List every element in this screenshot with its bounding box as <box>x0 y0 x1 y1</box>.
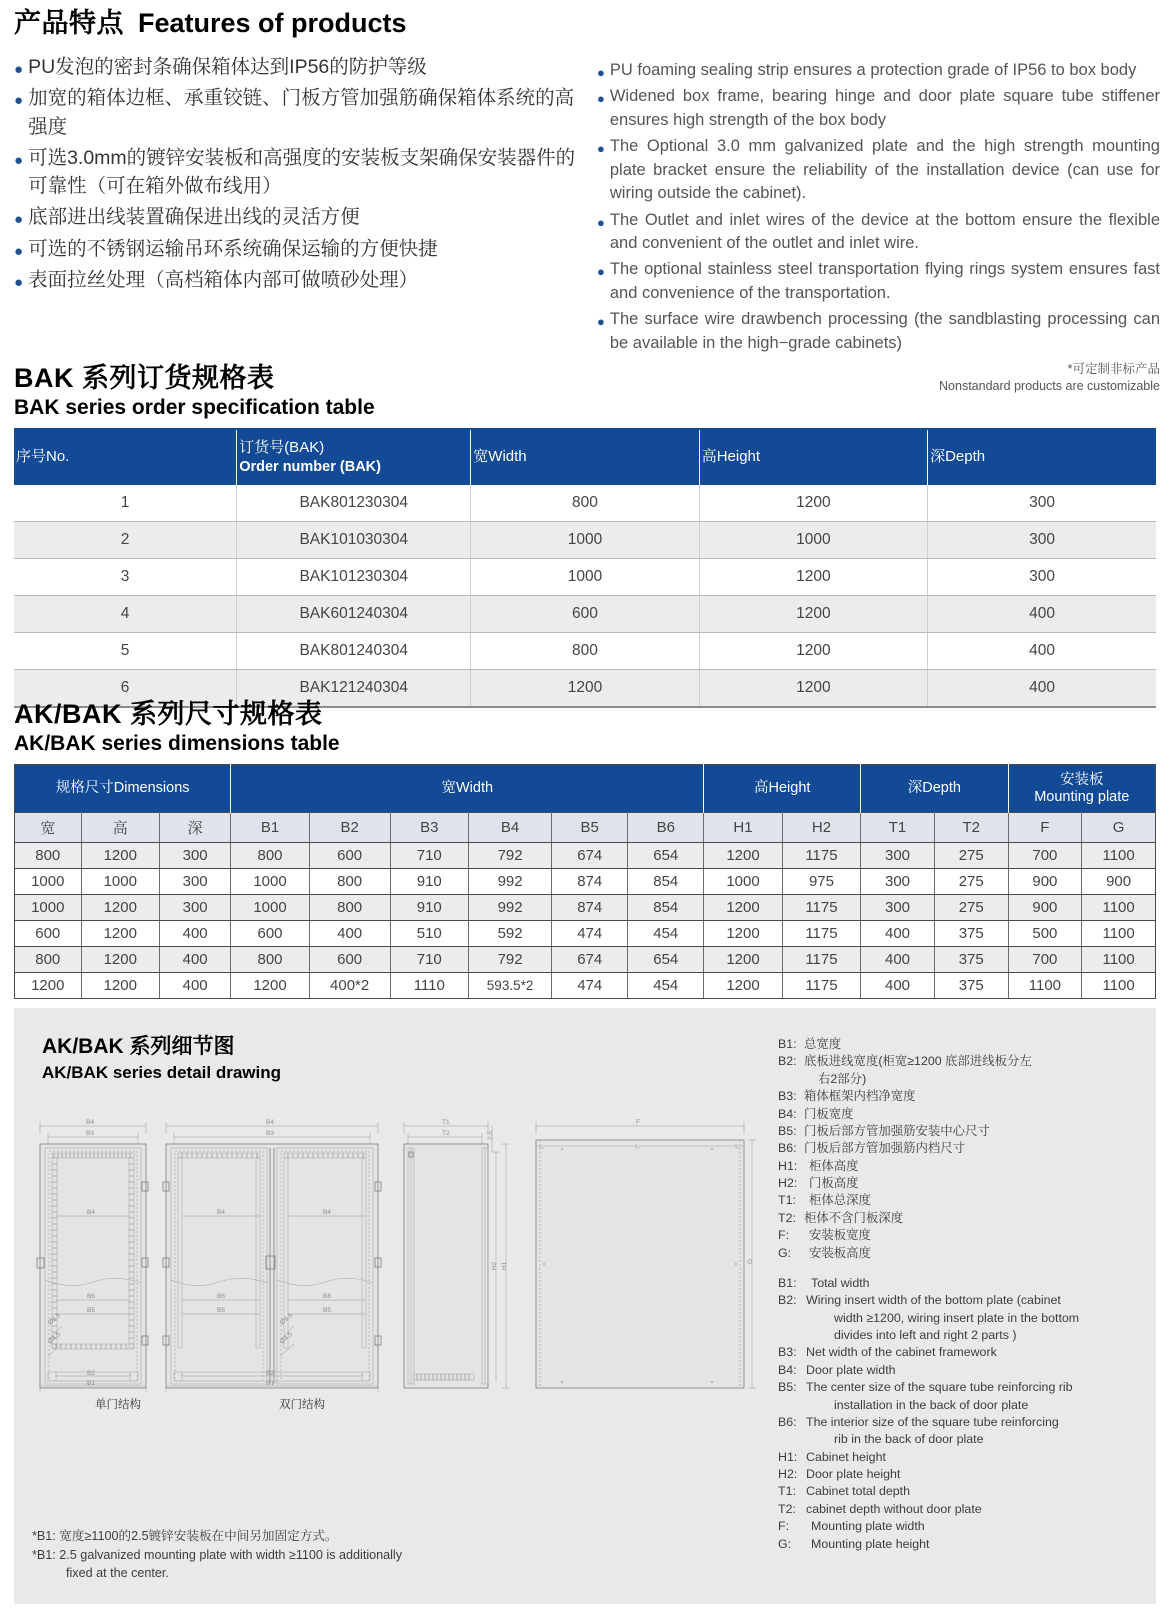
bullet-icon: ● <box>597 264 605 280</box>
svg-text:2.5: 2.5 <box>487 1130 494 1140</box>
feature-item <box>597 258 1160 305</box>
subcol-depth-cn: 深 <box>159 813 230 843</box>
legend-item: B4: Door plate width <box>778 1362 896 1377</box>
order-table-body <box>14 485 1156 707</box>
svg-text:Ø4.5: Ø4.5 <box>46 1331 63 1346</box>
cell-dim: 1100 <box>1008 973 1082 999</box>
cell-dim: 500 <box>1008 921 1082 947</box>
svg-text:Ø9.5: Ø9.5 <box>278 1312 295 1327</box>
cell-dim: 300 <box>861 895 935 921</box>
table-row <box>14 558 1156 595</box>
cell-dim: 910 <box>390 895 468 921</box>
footnote-en-line2: fixed at the center. <box>66 1565 169 1580</box>
cell-dim: 1100 <box>1082 921 1156 947</box>
legend-item-cont: divides into left and right 2 parts ) <box>834 1328 1017 1342</box>
svg-text:G: G <box>747 1258 754 1264</box>
cell-dim: 1200 <box>704 973 782 999</box>
cell-dim: 375 <box>934 973 1008 999</box>
bullet-icon: ● <box>597 141 605 157</box>
cell-dim: 854 <box>628 895 704 921</box>
feature-text-en: PU foaming sealing strip ensures a protection grade of IP56 to box body <box>609 61 1137 79</box>
cell-dim: 400 <box>309 921 390 947</box>
cell-depth: 400 <box>928 669 1156 707</box>
subcol-f: F <box>1008 813 1082 843</box>
svg-text:B2: B2 <box>87 1370 95 1377</box>
detail-drawing-heading <box>42 1030 281 1083</box>
legend-item: B6: The interior size of the square tube reinforcing <box>778 1414 1059 1429</box>
cell-order-number: BAK121240304 <box>237 669 471 707</box>
feature-text-en: The Optional 3.0 mm galvanized plate and the high strength mounting plate bracket ensure the reliability of the installation device (can use for wiring outside the cabinet). <box>609 137 1160 203</box>
legend-item: B1: Total width <box>778 1275 870 1290</box>
cell-dim: 600 <box>309 947 390 973</box>
subcol-b2: B2 <box>309 813 390 843</box>
cell-dim: 1200 <box>15 973 82 999</box>
caption-double-door: 双门结构 <box>279 1399 325 1411</box>
cell-dim: 1100 <box>1082 895 1156 921</box>
legend-item: H1: Cabinet height <box>778 1449 886 1464</box>
col-header-height: 高Height <box>699 429 927 485</box>
dims-title-en: AK/BAK series dimensions table <box>14 731 340 755</box>
order-spec-table <box>14 428 1156 708</box>
cell-dim: 800 <box>309 895 390 921</box>
cell-dim: 900 <box>1008 869 1082 895</box>
cell-dim: 474 <box>552 973 628 999</box>
cell-dim: 1000 <box>15 869 82 895</box>
subcol-width-cn: 宽 <box>15 813 82 843</box>
legend-item: T1: Cabinet total depth <box>778 1484 911 1499</box>
feature-item <box>597 209 1160 256</box>
subcol-b1: B1 <box>231 813 309 843</box>
feature-item <box>597 135 1160 205</box>
feature-item <box>14 203 577 231</box>
cell-dim: 400*2 <box>309 973 390 999</box>
legend-spacer <box>778 1262 1144 1275</box>
svg-text:T2: T2 <box>442 1130 450 1137</box>
legend-item-cont: installation in the back of door plate <box>834 1397 1029 1412</box>
group-header-height: 高Height <box>704 764 861 812</box>
legend-item-cont: 右2部分) <box>818 1071 867 1086</box>
feature-item <box>14 266 577 294</box>
dims-table-head <box>15 764 1156 842</box>
cell-dim: 300 <box>861 843 935 869</box>
bullet-icon: ● <box>14 273 24 291</box>
table-row <box>15 921 1156 947</box>
bullet-icon: ● <box>597 314 605 330</box>
cell-dim: 1200 <box>704 921 782 947</box>
svg-text:Ø4.5: Ø4.5 <box>278 1331 295 1346</box>
svg-text:B5: B5 <box>217 1307 225 1314</box>
drawing-side-view <box>404 1119 510 1388</box>
cell-width: 1000 <box>471 558 699 595</box>
cell-dim: 300 <box>159 869 230 895</box>
cell-no: 5 <box>14 632 237 669</box>
cell-height: 1200 <box>699 558 927 595</box>
cell-dim: 1200 <box>81 947 159 973</box>
subcol-height-cn: 高 <box>81 813 159 843</box>
legend-item: B6: 门板后部方管加强筋内档尺寸 <box>778 1141 966 1156</box>
feature-text-en: The Outlet and inlet wires of the device at the bottom ensure the flexible and convenient of the outlet and inlet wire. <box>609 210 1160 252</box>
svg-text:T1: T1 <box>442 1119 450 1126</box>
cell-dim: 1175 <box>782 895 860 921</box>
svg-text:B4: B4 <box>266 1119 274 1126</box>
legend-item: B5: The center size of the square tube reinforcing rib <box>778 1380 1073 1395</box>
feature-item <box>14 53 577 81</box>
cell-dim: 674 <box>552 843 628 869</box>
cell-no: 2 <box>14 521 237 558</box>
cell-dim: 400 <box>159 973 230 999</box>
cell-dim: 1175 <box>782 973 860 999</box>
svg-text:H2: H2 <box>491 1261 498 1270</box>
legend-item: H2: 门板高度 <box>778 1176 859 1190</box>
table-row <box>15 843 1156 869</box>
feature-item <box>14 144 577 201</box>
subcol-b4: B4 <box>468 813 551 843</box>
cell-dim: 1175 <box>782 921 860 947</box>
svg-text:B6: B6 <box>217 1293 225 1300</box>
cell-dim: 700 <box>1008 843 1082 869</box>
cell-dim: 454 <box>628 973 704 999</box>
svg-text:B4: B4 <box>217 1209 225 1216</box>
cell-dim: 600 <box>231 921 309 947</box>
cell-dim: 400 <box>159 947 230 973</box>
cell-width: 1000 <box>471 521 699 558</box>
cell-dim: 792 <box>468 947 551 973</box>
cell-order-number: BAK101230304 <box>237 558 471 595</box>
nonstandard-note-cn: *可定制非标产品 <box>1067 362 1160 377</box>
cell-dim: 275 <box>934 895 1008 921</box>
cell-dim: 800 <box>15 947 82 973</box>
cell-dim: 1100 <box>1082 843 1156 869</box>
drawing-double-door <box>163 1119 381 1392</box>
cell-height: 1200 <box>699 485 927 522</box>
col-header-width: 宽Width <box>471 429 699 485</box>
cell-order-number: BAK601240304 <box>237 595 471 632</box>
drawing-single-door <box>37 1119 148 1392</box>
legend-item: B1: 总宽度 <box>778 1037 842 1051</box>
legend-item-cont: rib in the back of door plate <box>834 1432 984 1447</box>
cell-dim: 1200 <box>81 895 159 921</box>
col-header-depth: 深Depth <box>928 429 1156 485</box>
subcol-t1: T1 <box>861 813 935 843</box>
svg-text:Ø9.5: Ø9.5 <box>46 1312 63 1327</box>
cell-dim: 654 <box>628 843 704 869</box>
table-subheader-row <box>15 813 1156 843</box>
cabinet-technical-drawings <box>22 1104 762 1414</box>
cell-depth: 300 <box>928 521 1156 558</box>
legend-item: G: Mounting plate height <box>778 1536 930 1551</box>
table-row <box>14 521 1156 558</box>
cell-dim: 1000 <box>81 869 159 895</box>
feature-item <box>14 235 577 263</box>
legend-item: H2: Door plate height <box>778 1467 901 1481</box>
dims-title-cn: AK/BAK 系列尺寸规格表 <box>14 699 323 729</box>
cell-dim: 510 <box>390 921 468 947</box>
table-row <box>14 485 1156 522</box>
feature-item <box>597 85 1160 132</box>
cell-dim: 654 <box>628 947 704 973</box>
subcol-b6: B6 <box>628 813 704 843</box>
legend-item: B4: 门板宽度 <box>778 1106 854 1121</box>
cell-height: 1200 <box>699 595 927 632</box>
svg-text:B4: B4 <box>87 1209 95 1216</box>
features-list-en <box>597 53 1160 395</box>
cell-dim: 375 <box>934 921 1008 947</box>
detail-drawing-panel <box>14 1008 1156 1604</box>
cell-dim: 900 <box>1008 895 1082 921</box>
cell-dim: 792 <box>468 843 551 869</box>
svg-text:H1: H1 <box>501 1261 508 1270</box>
feature-text-cn: 可选3.0mm的镀锌安装板和高强度的安装板支架确保安装器件的可靠性（可在箱外做布线用） <box>28 146 576 198</box>
features-section <box>14 8 1160 395</box>
bullet-icon: ● <box>14 242 24 260</box>
cell-order-number: BAK101030304 <box>237 521 471 558</box>
detail-title-en: AK/BAK series detail drawing <box>42 1063 282 1082</box>
dimensions-section <box>14 700 1156 999</box>
features-title-cn: 产品特点 <box>14 8 124 38</box>
cell-dim: 454 <box>628 921 704 947</box>
svg-text:B5: B5 <box>323 1307 331 1314</box>
cell-dim: 1100 <box>1082 947 1156 973</box>
feature-text-cn: 表面拉丝处理（高档箱体内部可做喷砂处理） <box>28 268 419 291</box>
legend-item: F: Mounting plate width <box>778 1519 925 1534</box>
legend-item: G: 安装板高度 <box>778 1245 871 1260</box>
cell-dim: 1200 <box>704 947 782 973</box>
cell-dim: 854 <box>628 869 704 895</box>
cell-dim: 600 <box>15 921 82 947</box>
dimension-legend <box>778 1036 1144 1553</box>
cell-dim: 300 <box>861 869 935 895</box>
subcol-h2: H2 <box>782 813 860 843</box>
table-row <box>14 595 1156 632</box>
dimensions-table <box>14 764 1156 999</box>
feature-text-en: Widened box frame, bearing hinge and door plate square tube stiffener ensures high strength of the box body <box>609 87 1160 129</box>
legend-item-cont: width ≥1200, wiring insert plate in the bottom <box>834 1310 1080 1325</box>
group-header-mounting-plate: 安装板 Mounting plate <box>1008 764 1155 812</box>
svg-text:B4: B4 <box>86 1119 94 1126</box>
cell-dim: 400 <box>861 947 935 973</box>
bullet-icon: ● <box>597 91 605 107</box>
cell-dim: 300 <box>159 843 230 869</box>
cell-dim: 800 <box>231 843 309 869</box>
cell-dim: 1200 <box>704 843 782 869</box>
detail-title-cn: AK/BAK 系列细节图 <box>42 1035 235 1058</box>
group-header-width: 宽Width <box>231 764 704 812</box>
cell-dim: 1200 <box>231 973 309 999</box>
cell-no: 4 <box>14 595 237 632</box>
cell-dim: 1000 <box>15 895 82 921</box>
cell-no: 1 <box>14 485 237 522</box>
feature-text-en: The optional stainless steel transportation flying rings system ensures fast and convenience of the transportation. <box>609 260 1160 302</box>
svg-text:B1: B1 <box>266 1380 274 1387</box>
table-header-row <box>14 429 1156 485</box>
subcol-t2: T2 <box>934 813 1008 843</box>
bullet-icon: ● <box>597 214 605 230</box>
feature-item <box>597 308 1160 355</box>
subcol-h1: H1 <box>704 813 782 843</box>
svg-text:B2: B2 <box>266 1370 274 1377</box>
cell-dim: 300 <box>159 895 230 921</box>
cell-dim: 1175 <box>782 947 860 973</box>
cell-dim: 900 <box>1082 869 1156 895</box>
table-row <box>14 632 1156 669</box>
feature-text-en: The surface wire drawbench processing (the sandblasting processing can be available in the high−grade cabinets) <box>609 310 1160 352</box>
cell-dim: 800 <box>309 869 390 895</box>
cell-dim: 1000 <box>704 869 782 895</box>
cell-dim: 600 <box>309 843 390 869</box>
order-title-en: BAK series order specification table <box>14 395 375 419</box>
cell-dim: 800 <box>15 843 82 869</box>
caption-single-door: 单门结构 <box>95 1399 141 1411</box>
subcol-b5: B5 <box>552 813 628 843</box>
legend-en <box>778 1275 1144 1552</box>
svg-text:B3: B3 <box>266 1130 274 1137</box>
legend-item: B5: 门板后部方管加强筋安装中心尺寸 <box>778 1123 990 1138</box>
cell-dim: 1000 <box>231 895 309 921</box>
cell-dim: 593.5*2 <box>468 973 551 999</box>
svg-text:F: F <box>636 1119 640 1126</box>
drawing-mounting-plate <box>536 1119 756 1388</box>
feature-text-cn: 加宽的箱体边框、承重铰链、门板方管加强筋确保箱体系统的高强度 <box>28 87 575 138</box>
cell-dim: 710 <box>390 947 468 973</box>
nonstandard-note-en: Nonstandard products are customizable <box>939 378 1160 393</box>
cell-depth: 300 <box>928 558 1156 595</box>
cell-height: 1000 <box>699 521 927 558</box>
table-row <box>15 947 1156 973</box>
svg-text:B6: B6 <box>323 1293 331 1300</box>
cell-width: 800 <box>471 632 699 669</box>
bullet-icon: ● <box>14 61 24 78</box>
legend-item: B3: 箱体框架内档净宽度 <box>778 1089 916 1104</box>
cell-no: 3 <box>14 558 237 595</box>
legend-item: H1: 柜体高度 <box>778 1158 859 1173</box>
cell-dim: 275 <box>934 843 1008 869</box>
legend-item: B2: 底板进线宽度(柜宽≥1200 底部进线板分左 <box>778 1054 1032 1069</box>
cell-dim: 400 <box>861 973 935 999</box>
cell-dim: 1200 <box>81 973 159 999</box>
group-header-depth: 深Depth <box>861 764 1008 812</box>
cell-dim: 400 <box>159 921 230 947</box>
svg-text:B1: B1 <box>87 1380 95 1387</box>
bullet-icon: ● <box>14 151 24 169</box>
svg-text:B5: B5 <box>87 1307 95 1314</box>
svg-text:B6: B6 <box>87 1293 95 1300</box>
cell-dim: 910 <box>390 869 468 895</box>
cell-depth: 400 <box>928 595 1156 632</box>
cell-dim: 1110 <box>390 973 468 999</box>
feature-item <box>14 84 577 141</box>
legend-item: B2: Wiring insert width of the bottom plate (cabinet <box>778 1293 1061 1308</box>
legend-item: F: 安装板宽度 <box>778 1228 871 1243</box>
cell-dim: 474 <box>552 921 628 947</box>
feature-text-cn: PU发泡的密封条确保箱体达到IP56的防护等级 <box>28 56 427 78</box>
subcol-g: G <box>1082 813 1156 843</box>
svg-text:B4: B4 <box>323 1209 331 1216</box>
bullet-icon: ● <box>14 92 24 110</box>
cell-no: 6 <box>14 669 237 707</box>
cell-width: 1200 <box>471 669 699 707</box>
mounting-plate-footnote <box>32 1527 502 1582</box>
table-row <box>15 895 1156 921</box>
cell-dim: 975 <box>782 869 860 895</box>
features-title-en: Features of products <box>138 8 407 38</box>
cell-dim: 700 <box>1008 947 1082 973</box>
cell-width: 800 <box>471 485 699 522</box>
features-list-cn <box>14 53 577 395</box>
order-spec-section <box>14 364 1156 708</box>
cell-dim: 1100 <box>1082 973 1156 999</box>
bullet-icon: ● <box>14 211 24 229</box>
dims-table-body <box>15 843 1156 999</box>
legend-item: T2: 柜体不含门板深度 <box>778 1210 904 1225</box>
col-header-order-number: 订货号(BAK) Order number (BAK) <box>237 429 471 485</box>
subcol-b3: B3 <box>390 813 468 843</box>
cell-order-number: BAK801240304 <box>237 632 471 669</box>
table-group-header-row <box>15 764 1156 812</box>
cell-dim: 1175 <box>782 843 860 869</box>
cell-height: 1200 <box>699 669 927 707</box>
features-heading <box>14 8 1160 39</box>
cell-height: 1200 <box>699 632 927 669</box>
cell-dim: 1200 <box>704 895 782 921</box>
legend-item: T2: cabinet depth without door plate <box>778 1501 982 1516</box>
cell-dim: 992 <box>468 869 551 895</box>
legend-item: T1: 柜体总深度 <box>778 1193 871 1208</box>
cell-dim: 674 <box>552 947 628 973</box>
cell-depth: 300 <box>928 485 1156 522</box>
cell-dim: 1000 <box>231 869 309 895</box>
cell-dim: 800 <box>231 947 309 973</box>
cell-dim: 275 <box>934 869 1008 895</box>
col-header-no: 序号No. <box>14 429 237 485</box>
feature-text-cn: 可选的不锈钢运输吊环系统确保运输的方便快捷 <box>28 237 438 260</box>
cell-depth: 400 <box>928 632 1156 669</box>
cell-dim: 375 <box>934 947 1008 973</box>
bullet-icon: ● <box>597 65 605 80</box>
footnote-en-line1: *B1: 2.5 galvanized mounting plate with width ≥1100 is additionally <box>32 1547 403 1562</box>
cell-dim: 1200 <box>81 843 159 869</box>
cell-dim: 874 <box>552 895 628 921</box>
feature-text-cn: 底部进出线装置确保进出线的灵活方便 <box>28 206 360 229</box>
footnote-cn: *B1: 宽度≥1100的2.5镀锌安装板在中间另加固定方式。 <box>32 1529 338 1544</box>
cell-dim: 992 <box>468 895 551 921</box>
cell-dim: 592 <box>468 921 551 947</box>
cell-dim: 874 <box>552 869 628 895</box>
table-row <box>15 973 1156 999</box>
feature-item <box>597 59 1160 82</box>
group-header-dimensions: 规格尺寸Dimensions <box>15 764 231 812</box>
svg-text:B3: B3 <box>86 1130 94 1137</box>
cell-width: 600 <box>471 595 699 632</box>
legend-item: B3: Net width of the cabinet framework <box>778 1345 997 1360</box>
cell-dim: 1200 <box>81 921 159 947</box>
cell-dim: 710 <box>390 843 468 869</box>
order-title-cn: BAK 系列订货规格表 <box>14 363 275 393</box>
order-table-head <box>14 429 1156 485</box>
table-row <box>15 869 1156 895</box>
cell-order-number: BAK801230304 <box>237 485 471 522</box>
cell-dim: 400 <box>861 921 935 947</box>
